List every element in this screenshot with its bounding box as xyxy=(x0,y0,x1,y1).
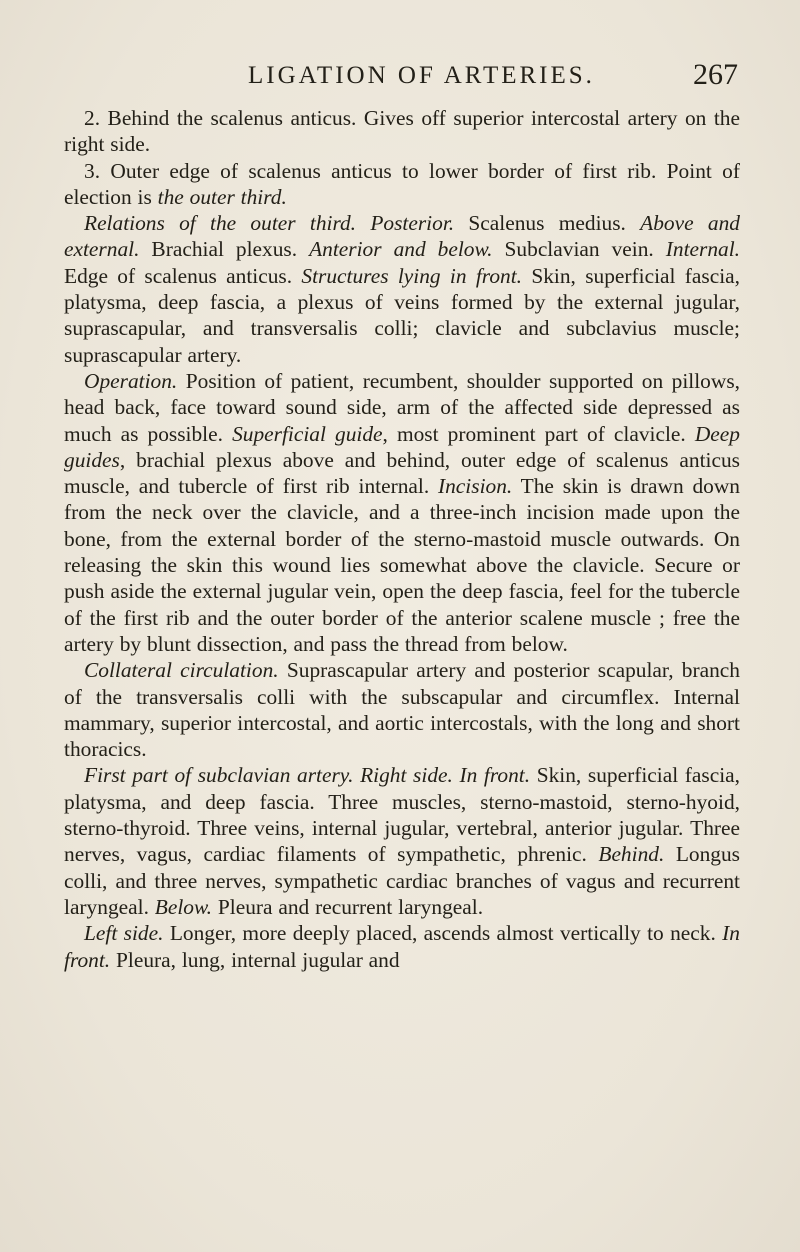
text-run: , most prominent part of clavicle. xyxy=(382,421,695,446)
paragraph-collateral-circulation xyxy=(64,657,740,762)
italic-run: the outer third. xyxy=(157,184,287,209)
text-run: Brachial plexus. xyxy=(139,237,310,262)
italic-run: Left side. xyxy=(84,921,164,946)
paragraph-left-side xyxy=(64,920,740,973)
text-run: Suprascapular artery and posterior scapular, branch of the transversalis colli with the subscapular and circumflex. Internal mammary, superior intercostal, and aortic intercostals, with the long and short thoracics. xyxy=(64,658,740,762)
paragraph-outer-edge xyxy=(64,158,740,211)
text-run: Pleura and recurrent laryngeal. xyxy=(212,894,484,919)
running-title: LIGATION OF ARTERIES. xyxy=(248,62,595,89)
italic-run: Incision. xyxy=(437,474,513,499)
italic-run: Posterior. xyxy=(370,211,455,236)
text-run: Longer, more deeply placed, ascends almost vertically to neck. xyxy=(163,921,723,946)
text-run: , brachial plexus above and behind, outer edge of scalenus anticus muscle, and tubercle of first rib internal. xyxy=(64,447,740,499)
page-number: 267 xyxy=(693,58,738,91)
italic-run: Relations of the outer third. xyxy=(84,211,357,236)
paragraph-first-part xyxy=(64,762,740,920)
text-run: Pleura, lung, internal jugular and xyxy=(110,947,400,972)
italic-run: Superficial guide xyxy=(232,421,383,446)
italic-run: Behind. xyxy=(598,842,665,867)
italic-run: First part of subclavian artery. xyxy=(84,763,354,788)
paragraph-relations xyxy=(64,210,740,368)
text-run xyxy=(356,211,370,235)
italic-run: Deep guides xyxy=(64,421,740,472)
text-run: 3. Outer edge of scalenus anticus to lower border of first rib. Point of election is xyxy=(64,158,740,209)
paragraph-operation xyxy=(64,368,740,657)
italic-run: Structures lying in front. xyxy=(301,263,523,288)
italic-run: In front. xyxy=(459,763,531,788)
text-run: Edge of scalenus anticus. xyxy=(64,263,302,288)
italic-run: Below. xyxy=(154,894,213,919)
text-run: Position of patient, recumbent, shoulder supported on pillows, head back, face toward sound side, arm of the affected side depressed as much as possible. xyxy=(64,368,740,446)
italic-run: Internal. xyxy=(665,237,741,262)
text-run: Subclavian vein. xyxy=(492,237,666,262)
page-header xyxy=(248,58,738,94)
italic-run: Operation. xyxy=(84,368,178,393)
text-run: Scalenus medius. xyxy=(454,211,641,236)
italic-run: Anterior and below. xyxy=(309,237,493,262)
italic-run: Right side. xyxy=(360,763,453,788)
text-run: 2. Behind the scalenus anticus. Gives off superior intercostal artery on the right side. xyxy=(64,106,740,157)
italic-run: Above and external. xyxy=(64,211,740,262)
italic-run: In front. xyxy=(64,921,740,972)
italic-run: Collateral circulation. xyxy=(84,658,279,683)
text-run: The skin is drawn down from the neck over the clavicle, and a three-inch incision made upon the bone, from the external border of the sterno-mastoid muscle outwards. On releasing the skin this wound lies somewhat above the clavicle. Secure or push aside the external jugular vein, open the deep fascia, feel for the tubercle of the first rib and the outer border of the anterior scalene muscle ; free the artery by blunt dissection, and pass the thread from below. xyxy=(64,474,740,656)
text-run: Longus colli, and three nerves, sympathetic cardiac branches of vagus and recurrent laryngeal. xyxy=(64,842,740,919)
text-run: Skin, superficial fascia, platysma, and deep fascia. Three muscles, sterno-mastoid, sterno-hyoid, sterno-thyroid. Three veins, internal jugular, vertebral, anterior jugular. Three nerves, vagus, cardiac filaments of sympathetic, phrenic. xyxy=(64,763,740,867)
text-run: Skin, superficial fascia, platysma, deep fascia, a plexus of veins formed by the external jugular, suprascapular, and transversalis colli; clavicle and subclavius muscle; suprascapular artery. xyxy=(64,263,740,367)
body-text xyxy=(64,105,740,973)
paragraph-behind-scalenus xyxy=(64,105,740,158)
